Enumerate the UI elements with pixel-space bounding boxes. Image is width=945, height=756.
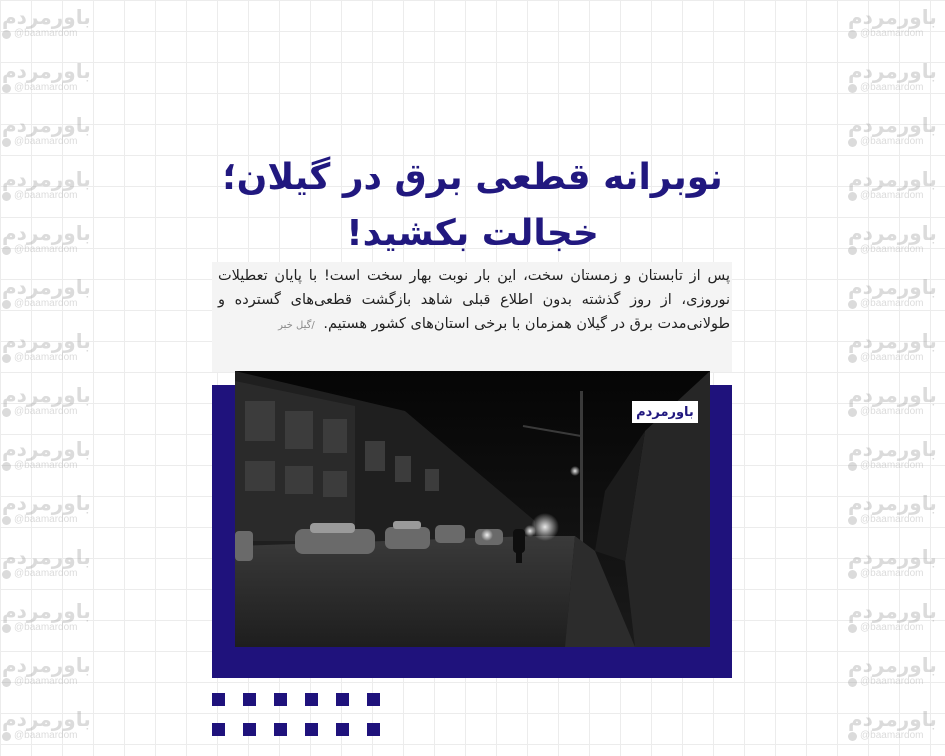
telegram-icon [2, 732, 11, 741]
watermark-tile [2, 114, 102, 152]
watermark-handle-text: @baamardom [860, 730, 924, 741]
deco-square [212, 723, 225, 736]
deco-square [274, 693, 287, 706]
watermark-handle [848, 622, 945, 634]
deco-square [305, 693, 318, 706]
watermark-handle-text: @baamardom [14, 28, 78, 39]
watermark-handle [848, 28, 945, 40]
deco-square [243, 693, 256, 706]
watermark-logo: باورمردم [848, 599, 937, 623]
telegram-icon [2, 300, 11, 309]
watermark-handle-text: @baamardom [14, 514, 78, 525]
watermark-tile [2, 6, 102, 44]
telegram-icon [2, 84, 11, 93]
telegram-icon [848, 300, 857, 309]
watermark-tile [2, 222, 102, 260]
watermark-handle-text: @baamardom [14, 136, 78, 147]
watermark-tile [2, 60, 102, 98]
watermark-tile [848, 384, 945, 422]
watermark-handle-text: @baamardom [14, 730, 78, 741]
watermark-tile [2, 546, 102, 584]
telegram-icon [2, 246, 11, 255]
watermark-column-right [848, 6, 945, 746]
watermark-handle [848, 298, 945, 310]
telegram-icon [848, 732, 857, 741]
telegram-icon [848, 678, 857, 687]
watermark-handle-text: @baamardom [14, 244, 78, 255]
watermark-handle-text: @baamardom [860, 190, 924, 201]
watermark-handle [848, 82, 945, 94]
photo-logo: باورمردم [632, 401, 698, 423]
watermark-handle [2, 298, 102, 310]
watermark-logo: باورمردم [2, 329, 91, 353]
watermark-handle [848, 730, 945, 742]
watermark-tile [2, 438, 102, 476]
watermark-handle-text: @baamardom [14, 190, 78, 201]
headline-line-2: خجالت بکشید! [346, 213, 599, 254]
watermark-tile [848, 654, 945, 692]
telegram-icon [848, 354, 857, 363]
deco-square [274, 723, 287, 736]
deco-square [367, 693, 380, 706]
watermark-handle-text: @baamardom [860, 622, 924, 633]
watermark-column-left [2, 6, 102, 746]
telegram-icon [2, 354, 11, 363]
telegram-icon [848, 246, 857, 255]
telegram-icon [2, 462, 11, 471]
watermark-logo: باورمردم [2, 221, 91, 245]
watermark-handle-text: @baamardom [860, 298, 924, 309]
night-street-photo [235, 371, 710, 647]
telegram-icon [848, 408, 857, 417]
watermark-logo: باورمردم [2, 5, 91, 29]
telegram-icon [2, 192, 11, 201]
watermark-handle [2, 136, 102, 148]
watermark-tile [848, 330, 945, 368]
decorative-squares [212, 693, 392, 736]
watermark-handle [848, 460, 945, 472]
watermark-handle [848, 568, 945, 580]
telegram-icon [2, 570, 11, 579]
headline-line-1: نوبرانه قطعی برق در گیلان؛ [222, 157, 723, 198]
telegram-icon [2, 138, 11, 147]
watermark-tile [848, 600, 945, 638]
watermark-tile [848, 114, 945, 152]
deco-square [367, 723, 380, 736]
watermark-handle-text: @baamardom [860, 28, 924, 39]
watermark-handle [848, 136, 945, 148]
watermark-logo: باورمردم [2, 599, 91, 623]
headline [200, 150, 745, 262]
telegram-icon [848, 138, 857, 147]
watermark-handle-text: @baamardom [14, 676, 78, 687]
watermark-logo: باورمردم [848, 383, 937, 407]
source-label: /گیل خبر [278, 320, 315, 331]
watermark-logo: باورمردم [848, 545, 937, 569]
watermark-handle [2, 28, 102, 40]
telegram-icon [848, 192, 857, 201]
watermark-handle [848, 676, 945, 688]
watermark-handle-text: @baamardom [14, 460, 78, 471]
watermark-handle [848, 190, 945, 202]
telegram-icon [848, 570, 857, 579]
watermark-tile [2, 384, 102, 422]
watermark-logo: باورمردم [2, 437, 91, 461]
watermark-tile [2, 330, 102, 368]
watermark-logo: باورمردم [848, 113, 937, 137]
deco-square [305, 723, 318, 736]
telegram-icon [2, 30, 11, 39]
watermark-logo: باورمردم [2, 59, 91, 83]
watermark-logo: باورمردم [848, 59, 937, 83]
watermark-logo: باورمردم [2, 275, 91, 299]
watermark-handle [848, 352, 945, 364]
watermark-handle-text: @baamardom [14, 622, 78, 633]
watermark-logo: باورمردم [2, 491, 91, 515]
watermark-handle-text: @baamardom [860, 136, 924, 147]
watermark-logo: باورمردم [2, 653, 91, 677]
watermark-tile [848, 438, 945, 476]
watermark-logo: باورمردم [848, 707, 937, 731]
body-paragraph: پس از تابستان و زمستان سخت، این بار نوبت بهار سخت است! با پایان تعطیلات نوروزی، از روز گذشته بدون اطلاع قبلی شاهد بازگشت قطعی‌های گسترده و طولانی‌مدت برق در گیلان همزمان با برخی استان‌های کشور هستیم. [218, 268, 730, 332]
deco-square [336, 693, 349, 706]
watermark-handle-text: @baamardom [860, 676, 924, 687]
telegram-icon [2, 678, 11, 687]
deco-square [243, 723, 256, 736]
watermark-tile [2, 276, 102, 314]
telegram-icon [2, 516, 11, 525]
telegram-icon [2, 408, 11, 417]
watermark-tile [2, 654, 102, 692]
watermark-handle-text: @baamardom [860, 568, 924, 579]
telegram-icon [848, 624, 857, 633]
watermark-handle-text: @baamardom [14, 352, 78, 363]
watermark-tile [848, 222, 945, 260]
telegram-icon [2, 624, 11, 633]
watermark-tile [848, 546, 945, 584]
watermark-handle-text: @baamardom [14, 406, 78, 417]
watermark-handle [2, 406, 102, 418]
watermark-logo: باورمردم [848, 491, 937, 515]
body-text [218, 264, 730, 338]
watermark-tile [848, 492, 945, 530]
watermark-tile [2, 600, 102, 638]
watermark-handle-text: @baamardom [14, 298, 78, 309]
watermark-tile [2, 708, 102, 746]
deco-square [212, 693, 225, 706]
watermark-logo: باورمردم [848, 275, 937, 299]
watermark-logo: باورمردم [2, 707, 91, 731]
watermark-logo: باورمردم [2, 113, 91, 137]
watermark-handle-text: @baamardom [14, 568, 78, 579]
watermark-logo: باورمردم [2, 167, 91, 191]
watermark-logo: باورمردم [848, 329, 937, 353]
watermark-tile [848, 276, 945, 314]
watermark-handle [2, 514, 102, 526]
watermark-handle [2, 568, 102, 580]
watermark-handle [2, 460, 102, 472]
watermark-handle [2, 190, 102, 202]
watermark-handle-text: @baamardom [860, 460, 924, 471]
watermark-logo: باورمردم [848, 437, 937, 461]
watermark-tile [2, 492, 102, 530]
watermark-handle [2, 244, 102, 256]
watermark-tile [848, 60, 945, 98]
watermark-handle [2, 730, 102, 742]
watermark-handle [2, 352, 102, 364]
watermark-logo: باورمردم [848, 167, 937, 191]
watermark-logo: باورمردم [848, 653, 937, 677]
watermark-handle-text: @baamardom [860, 514, 924, 525]
watermark-handle [848, 406, 945, 418]
watermark-tile [848, 6, 945, 44]
deco-square [336, 723, 349, 736]
watermark-tile [2, 168, 102, 206]
watermark-logo: باورمردم [848, 5, 937, 29]
watermark-logo: باورمردم [2, 383, 91, 407]
telegram-icon [848, 84, 857, 93]
watermark-logo: باورمردم [848, 221, 937, 245]
watermark-handle-text: @baamardom [860, 244, 924, 255]
watermark-handle-text: @baamardom [860, 82, 924, 93]
watermark-handle-text: @baamardom [860, 352, 924, 363]
telegram-icon [848, 462, 857, 471]
watermark-logo: باورمردم [2, 545, 91, 569]
watermark-handle [848, 514, 945, 526]
watermark-handle-text: @baamardom [860, 406, 924, 417]
watermark-handle [2, 676, 102, 688]
telegram-icon [848, 516, 857, 525]
watermark-tile [848, 168, 945, 206]
telegram-icon [848, 30, 857, 39]
watermark-handle [2, 82, 102, 94]
watermark-handle-text: @baamardom [14, 82, 78, 93]
watermark-handle [2, 622, 102, 634]
watermark-handle [848, 244, 945, 256]
watermark-tile [848, 708, 945, 746]
